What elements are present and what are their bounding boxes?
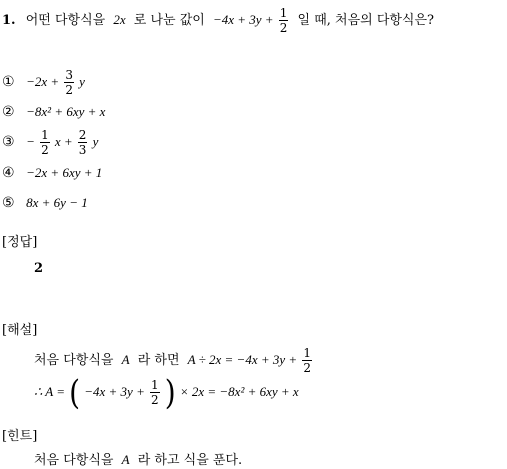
question-number: 1. bbox=[2, 13, 16, 28]
solution-line2-inner: −4x + 3y + bbox=[84, 384, 145, 399]
solution-line2-num: 1 bbox=[150, 378, 159, 392]
choice-1[interactable] bbox=[2, 66, 85, 98]
solution-line-2 bbox=[34, 372, 299, 412]
choice-2-expr: −8x² + 6xy + x bbox=[26, 104, 106, 119]
choice-3-den2: 3 bbox=[78, 143, 87, 157]
hint-text-b: 라 하고 식을 푼다. bbox=[137, 453, 243, 468]
choice-marker: ③ bbox=[2, 134, 15, 150]
choice-3-fraction-1 bbox=[40, 129, 50, 156]
choice-3[interactable] bbox=[2, 124, 98, 160]
question-text-a: 어떤 다항식을 bbox=[25, 13, 106, 28]
choice-3-pre: − bbox=[26, 134, 35, 149]
solution-line1-text: 처음 다항식을 bbox=[34, 353, 114, 368]
solution-line1-fraction bbox=[302, 347, 312, 374]
choice-4[interactable] bbox=[2, 163, 102, 183]
choice-5-expr: 8x + 6y − 1 bbox=[26, 195, 88, 210]
question-text-c: 일 때, 처음의 다항식은? bbox=[297, 13, 435, 28]
solution-line1-var: A bbox=[121, 352, 130, 367]
solution-line1-expr: A ÷ 2x = −4x + 3y + bbox=[187, 352, 298, 367]
hint-label: [힌트] bbox=[2, 429, 38, 444]
choice-marker: ② bbox=[2, 104, 15, 120]
hint-text-a: 처음 다항식을 bbox=[34, 453, 114, 468]
solution-label: [해설] bbox=[2, 323, 38, 338]
solution-line1-num: 1 bbox=[303, 346, 311, 360]
question-frac-den: 2 bbox=[279, 21, 288, 35]
question-line bbox=[2, 6, 434, 34]
choice-3-mid: x + bbox=[54, 134, 73, 149]
choice-1-fraction bbox=[64, 69, 74, 96]
solution-line2-post: × 2x = −8x² + 6xy + x bbox=[179, 384, 299, 399]
question-text-b: 로 나눈 값이 bbox=[133, 13, 205, 28]
choice-3-den1: 2 bbox=[41, 143, 49, 157]
choice-3-num2: 2 bbox=[78, 128, 87, 142]
choice-1-num: 3 bbox=[65, 68, 73, 82]
hint-var: A bbox=[121, 452, 130, 467]
question-divisor: 2x bbox=[113, 12, 126, 27]
choice-2[interactable] bbox=[2, 102, 105, 122]
choice-marker: ④ bbox=[2, 165, 15, 181]
left-paren: ( bbox=[69, 372, 81, 412]
solution-line2-fraction bbox=[150, 379, 160, 406]
solution-line1-text2: 라 하면 bbox=[137, 353, 180, 368]
choice-marker: ⑤ bbox=[2, 195, 15, 211]
question-frac-num: 1 bbox=[279, 6, 288, 20]
question-quotient: −4x + 3y + bbox=[212, 12, 274, 27]
choice-3-fraction-2 bbox=[78, 129, 88, 156]
choice-3-post: y bbox=[92, 134, 99, 149]
hint-line bbox=[34, 451, 242, 469]
right-paren: ) bbox=[164, 372, 176, 412]
choice-marker: ① bbox=[2, 74, 15, 90]
choice-1-den: 2 bbox=[65, 83, 73, 97]
answer-label: [정답] bbox=[2, 235, 38, 250]
solution-line1-den: 2 bbox=[303, 361, 311, 375]
choice-4-expr: −2x + 6xy + 1 bbox=[26, 165, 103, 180]
choice-5[interactable] bbox=[2, 193, 88, 213]
choice-1-pre: −2x + bbox=[26, 74, 60, 89]
question-fraction bbox=[279, 7, 289, 34]
solution-line2-den: 2 bbox=[150, 393, 159, 407]
choice-3-num1: 1 bbox=[41, 128, 49, 142]
choice-1-post: y bbox=[79, 74, 85, 89]
solution-line2-pre: ∴ A = bbox=[34, 384, 66, 399]
answer-value: 2 bbox=[34, 261, 44, 276]
